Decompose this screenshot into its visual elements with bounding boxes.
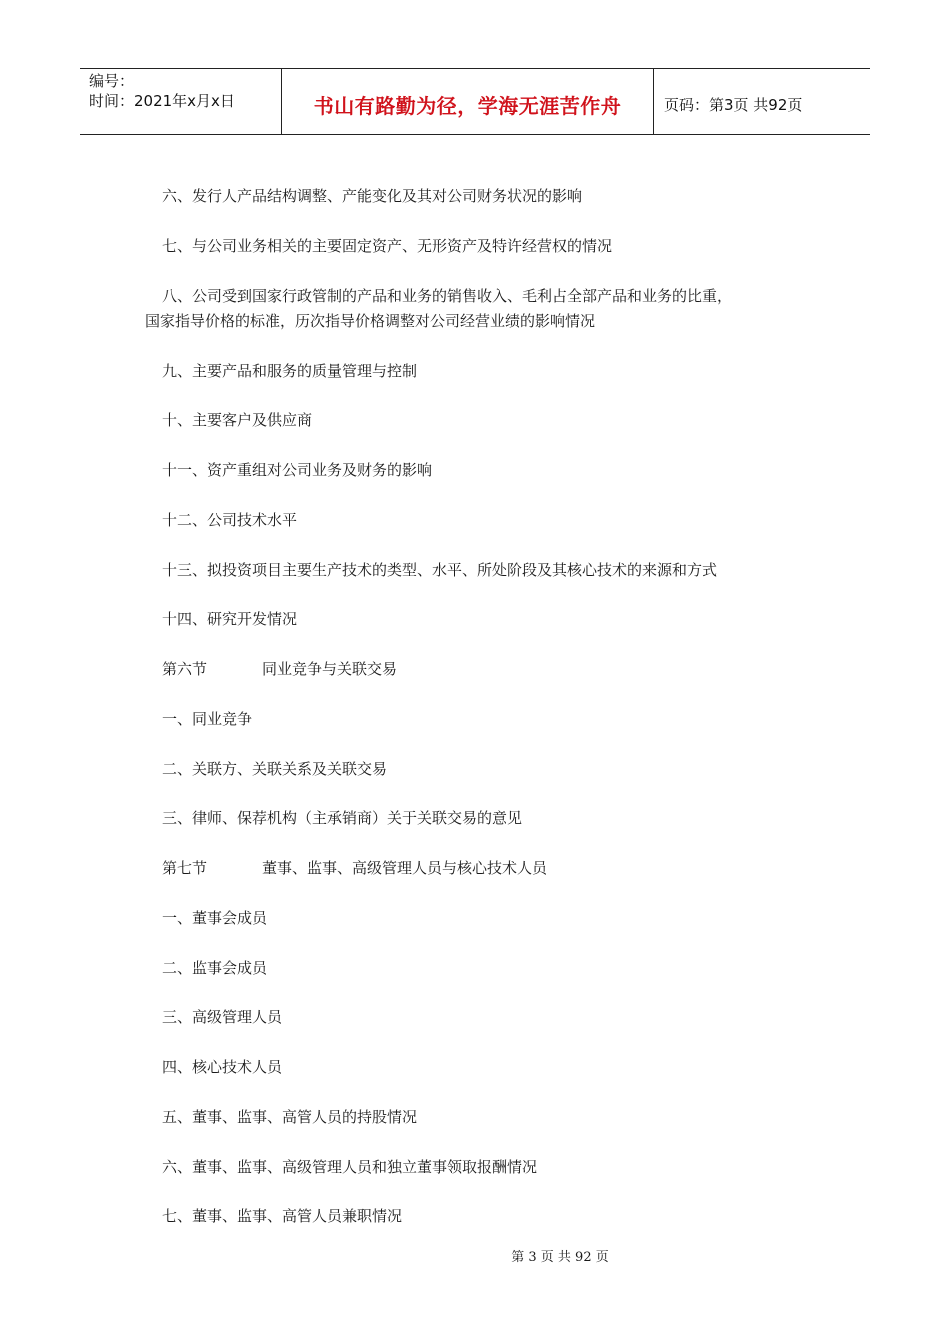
toc-item: 六、发行人产品结构调整、产能变化及其对公司财务状况的影响	[162, 187, 583, 205]
toc-item: 十三、拟投资项目主要生产技术的类型、水平、所处阶段及其核心技术的来源和方式	[162, 561, 718, 579]
page-footer	[0, 1246, 950, 1265]
toc-item: 十一、资产重组对公司业务及财务的影响	[162, 461, 433, 479]
toc-item: 三、律师、保荐机构（主承销商）关于关联交易的意见	[162, 809, 523, 827]
document-time-label: 时间：2021年x月x日	[89, 92, 235, 110]
toc-item-continuation: 国家指导价格的标准，历次指导价格调整对公司经营业绩的影响情况	[145, 312, 596, 330]
section-number: 第七节	[162, 859, 208, 877]
toc-item: 二、监事会成员	[162, 959, 268, 977]
toc-item: 一、同业竞争	[162, 710, 253, 728]
toc-item: 四、核心技术人员	[162, 1058, 283, 1076]
toc-item: 十、主要客户及供应商	[162, 411, 313, 429]
toc-item: 一、董事会成员	[162, 909, 268, 927]
toc-item: 七、与公司业务相关的主要固定资产、无形资产及特许经营权的情况	[162, 237, 613, 255]
page-header	[80, 68, 870, 135]
toc-item: 十二、公司技术水平	[162, 511, 298, 529]
header-page-label: 页码：第3页 共92页	[664, 96, 803, 114]
toc-section-heading	[162, 658, 397, 680]
toc-item: 十四、研究开发情况	[162, 610, 298, 628]
section-number: 第六节	[162, 660, 208, 678]
document-number-label: 编号：	[89, 72, 135, 90]
header-motto-cell	[282, 69, 654, 134]
toc-item: 二、关联方、关联关系及关联交易	[162, 760, 388, 778]
toc-item: 九、主要产品和服务的质量管理与控制	[162, 362, 418, 380]
header-meta	[80, 69, 282, 134]
section-title: 董事、监事、高级管理人员与核心技术人员	[262, 859, 548, 877]
toc-item: 七、董事、监事、高管人员兼职情况	[162, 1207, 403, 1225]
toc-item: 八、公司受到国家行政管制的产品和业务的销售收入、毛利占全部产品和业务的比重，	[162, 287, 733, 305]
footer-page-number: 第 3 页 共 92 页	[511, 1250, 609, 1265]
header-motto: 书山有路勤为径，学海无涯苦作舟	[313, 94, 622, 118]
section-title: 同业竞争与关联交易	[262, 660, 398, 678]
toc-item: 五、董事、监事、高管人员的持股情况	[162, 1108, 418, 1126]
toc-section-heading	[162, 857, 547, 879]
toc-item: 三、高级管理人员	[162, 1008, 283, 1026]
header-page-cell	[654, 69, 870, 134]
toc-item: 六、董事、监事、高级管理人员和独立董事领取报酬情况	[162, 1158, 538, 1176]
